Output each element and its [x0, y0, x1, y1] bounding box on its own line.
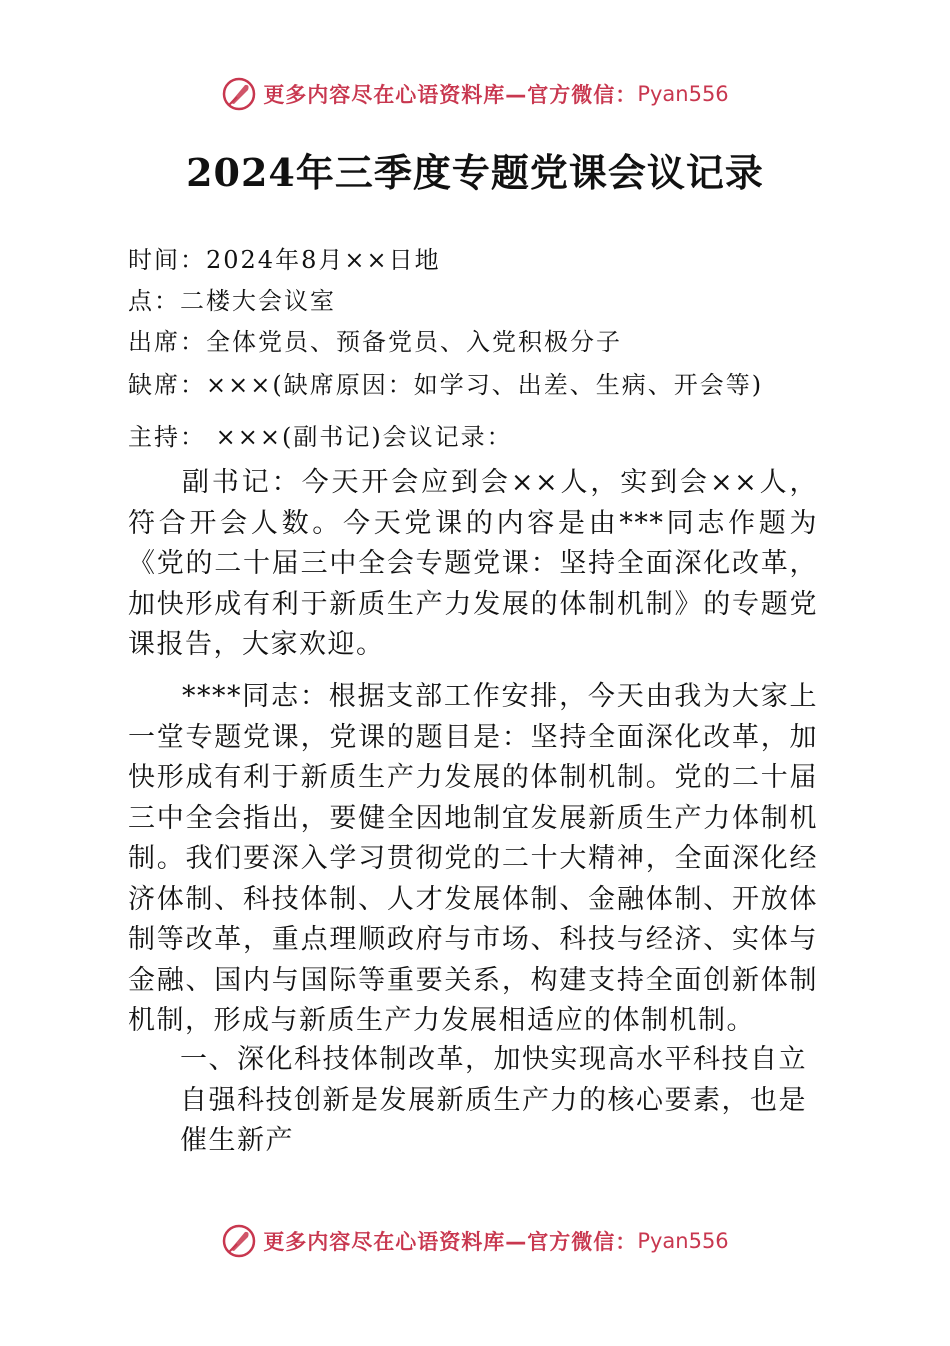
watermark-wechat-id: Pyan556 — [637, 82, 729, 106]
watermark-text: 更多内容尽在心语资料库—官方微信： — [263, 1230, 638, 1254]
document-title: 2024年三季度专题党课会议记录 — [186, 150, 764, 195]
watermark-banner-top — [0, 74, 950, 114]
paragraph-lecture: ****同志：根据支部工作安排，今天由我为大家上一堂专题党课，党课的题目是：坚持全面深化改革，加快形成有利于新质生产力发展的体制机制。党的二十届三中全会指出，要健全因地制宜发展新质生产力体制机制。我们要深入学习贯彻党的二十大精神，全面深化经济体制、科技体制、人才发展体制、金融体制、开放体制等改革，重点理顺政府与市场、科技与经济、实体与金融、国内与国际等重要关系，构建支持全面创新体制机制，形成与新质生产力发展相适应的体制机制。 — [128, 681, 818, 1036]
meta-host: 主持： ×××(副书记)会议记录： — [128, 423, 513, 451]
meta-absent: 缺席：×××(缺席原因：如学习、出差、生病、开会等) — [128, 371, 764, 399]
section-heading: 一、深化科技体制改革，加快实现高水平科技自立自强科技创新是发展新质生产力的核心要素，也是催生新产 — [180, 1044, 807, 1156]
paragraph-vice-secretary: 副书记：今天开会应到会××人，实到会××人，符合开会人数。今天党课的内容是由***同志作题为《党的二十届三中全会专题党课：坚持全面深化改革，加快形成有利于新质生产力发展的体制机制》的专题党课报告，大家欢迎。 — [128, 467, 818, 660]
feather-pen-icon — [221, 1223, 257, 1259]
watermark-banner-bottom — [0, 1221, 950, 1261]
watermark-text: 更多内容尽在心语资料库—官方微信： — [263, 83, 638, 107]
meta-place: 点：二楼大会议室 — [128, 287, 336, 315]
meta-attendees: 出席：全体党员、预备党员、入党积极分子 — [128, 328, 622, 356]
meta-time: 时间：2024年8月××日地 — [128, 246, 441, 274]
feather-pen-icon — [221, 76, 257, 112]
watermark-wechat-id: Pyan556 — [637, 1229, 729, 1253]
